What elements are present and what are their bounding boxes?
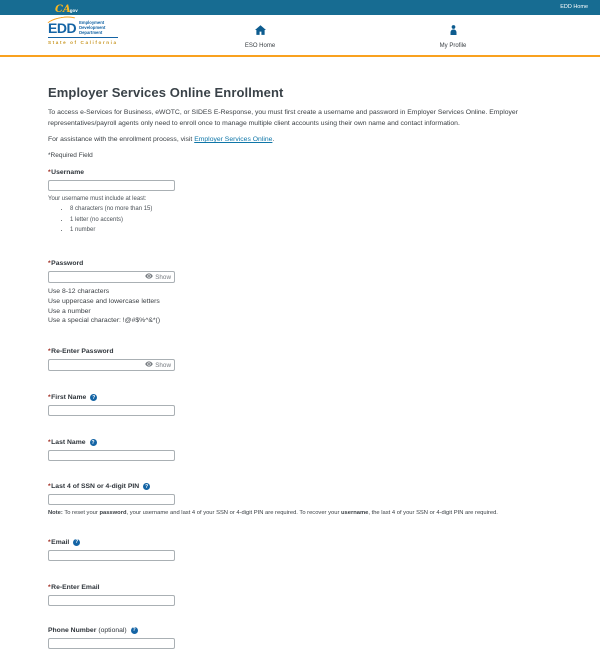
username-input[interactable] xyxy=(48,180,175,191)
required-marker: * xyxy=(48,169,51,176)
required-marker: * xyxy=(48,348,51,356)
phone-label: Phone Number (optional) ? xyxy=(48,626,136,634)
reenter-password-field xyxy=(48,359,175,371)
edd-logo-tagline: State of California xyxy=(48,37,118,45)
username-hint-title: Your username must include at least: xyxy=(48,196,147,202)
required-marker: * xyxy=(48,394,51,402)
edd-home-link[interactable]: EDD Home xyxy=(560,4,588,10)
reenter-email-label: * Re-Enter Email xyxy=(48,583,100,591)
last-name-label: * Last Name ? xyxy=(48,439,95,447)
employer-services-online-link[interactable]: Employer Services Online xyxy=(194,136,273,143)
reenter-password-input[interactable] xyxy=(49,362,145,369)
last-name-group xyxy=(48,439,556,461)
intro-paragraph: To access e-Services for Business, eWOTC, or SIDES E-Response, you must first create a username and password in Employer Services Online. Employer representatives/payroll agents only need to enroll once to manage multiple client accounts using their own name and contact information. xyxy=(48,109,518,127)
ca-gov-logo-gov: gov xyxy=(69,8,78,13)
nav-my-profile[interactable] xyxy=(423,22,483,49)
required-marker: * xyxy=(48,483,51,491)
site-header xyxy=(0,15,600,57)
required-marker: * xyxy=(48,538,51,546)
ssn-pin-input[interactable] xyxy=(48,494,175,505)
nav-eso-home[interactable] xyxy=(230,22,290,49)
email-help-icon[interactable]: ? xyxy=(75,539,79,546)
username-rules-list xyxy=(48,206,556,233)
required-marker: * xyxy=(48,260,51,267)
username-rule: • 8 characters (no more than 15) xyxy=(70,206,556,212)
ssn-pin-label: * Last 4 of SSN or 4-digit PIN ? xyxy=(48,483,149,491)
password-input[interactable] xyxy=(49,274,145,281)
page-title: Employer Services Online Enrollment xyxy=(48,85,284,100)
first-name-input[interactable] xyxy=(48,405,175,416)
password-field xyxy=(48,271,175,283)
email-input[interactable] xyxy=(48,550,175,561)
edd-logo-acronym: EDD xyxy=(48,19,77,36)
ssn-pin-help-icon[interactable]: ? xyxy=(145,483,149,490)
password-rules: Use 8-12 characters Use uppercase and lowercase letters Use a number Use a special character: !@#$%^&*() xyxy=(48,288,161,325)
first-name-help-icon[interactable]: ? xyxy=(92,394,96,401)
assistance-line xyxy=(48,136,556,143)
reenter-email-input[interactable] xyxy=(48,595,175,606)
home-icon xyxy=(255,22,266,40)
reenter-password-label: * Re-Enter Password xyxy=(48,348,114,356)
eye-icon xyxy=(145,273,153,281)
ca-gov-logo[interactable] xyxy=(55,0,78,15)
eye-icon xyxy=(145,361,153,369)
required-field-note: *Required Field xyxy=(48,152,93,159)
username-rule: • 1 number xyxy=(70,227,556,233)
ssn-pin-note: Note: To reset your password, your username and last 4 of your SSN or 4-digit PIN are required. To recover your username, the last 4 of your SSN or 4-digit PIN are required. xyxy=(48,510,498,517)
nav-my-profile-label: My Profile xyxy=(439,43,467,50)
assistance-prefix: For assistance with the enrollment process, visit xyxy=(48,136,195,143)
nav-eso-home-label: ESO Home xyxy=(244,43,276,50)
assistance-suffix: . xyxy=(272,136,275,143)
phone-input[interactable] xyxy=(48,638,175,649)
ssn-pin-group xyxy=(48,483,556,518)
first-name-group xyxy=(48,394,556,416)
ca-gov-logo-ca: CA xyxy=(55,4,71,15)
last-name-input[interactable] xyxy=(48,450,175,461)
password-group xyxy=(48,260,556,326)
username-label: * Username xyxy=(48,169,85,176)
reenter-email-group xyxy=(48,584,556,606)
edd-logo[interactable] xyxy=(48,20,118,45)
phone-optional-text: (optional) xyxy=(98,626,127,634)
edd-logo-department-text: Employment Development Department xyxy=(79,20,106,35)
email-label: * Email ? xyxy=(48,538,79,546)
username-group xyxy=(48,169,556,233)
show-password-button[interactable]: Show xyxy=(145,273,174,281)
required-marker: * xyxy=(48,439,51,447)
last-name-help-icon[interactable]: ? xyxy=(91,439,95,446)
show-reenter-password-button[interactable]: Show xyxy=(145,361,174,369)
email-group xyxy=(48,539,556,561)
phone-help-icon[interactable]: ? xyxy=(132,627,136,634)
required-marker: * xyxy=(48,583,51,591)
password-label: * Password xyxy=(48,260,84,267)
first-name-label: * First Name ? xyxy=(48,394,96,402)
person-icon xyxy=(449,22,458,40)
phone-group xyxy=(48,627,556,649)
reenter-password-group xyxy=(48,348,556,371)
main-content xyxy=(0,85,600,649)
username-rule: • 1 letter (no accents) xyxy=(70,217,556,223)
utility-bar xyxy=(0,0,600,15)
